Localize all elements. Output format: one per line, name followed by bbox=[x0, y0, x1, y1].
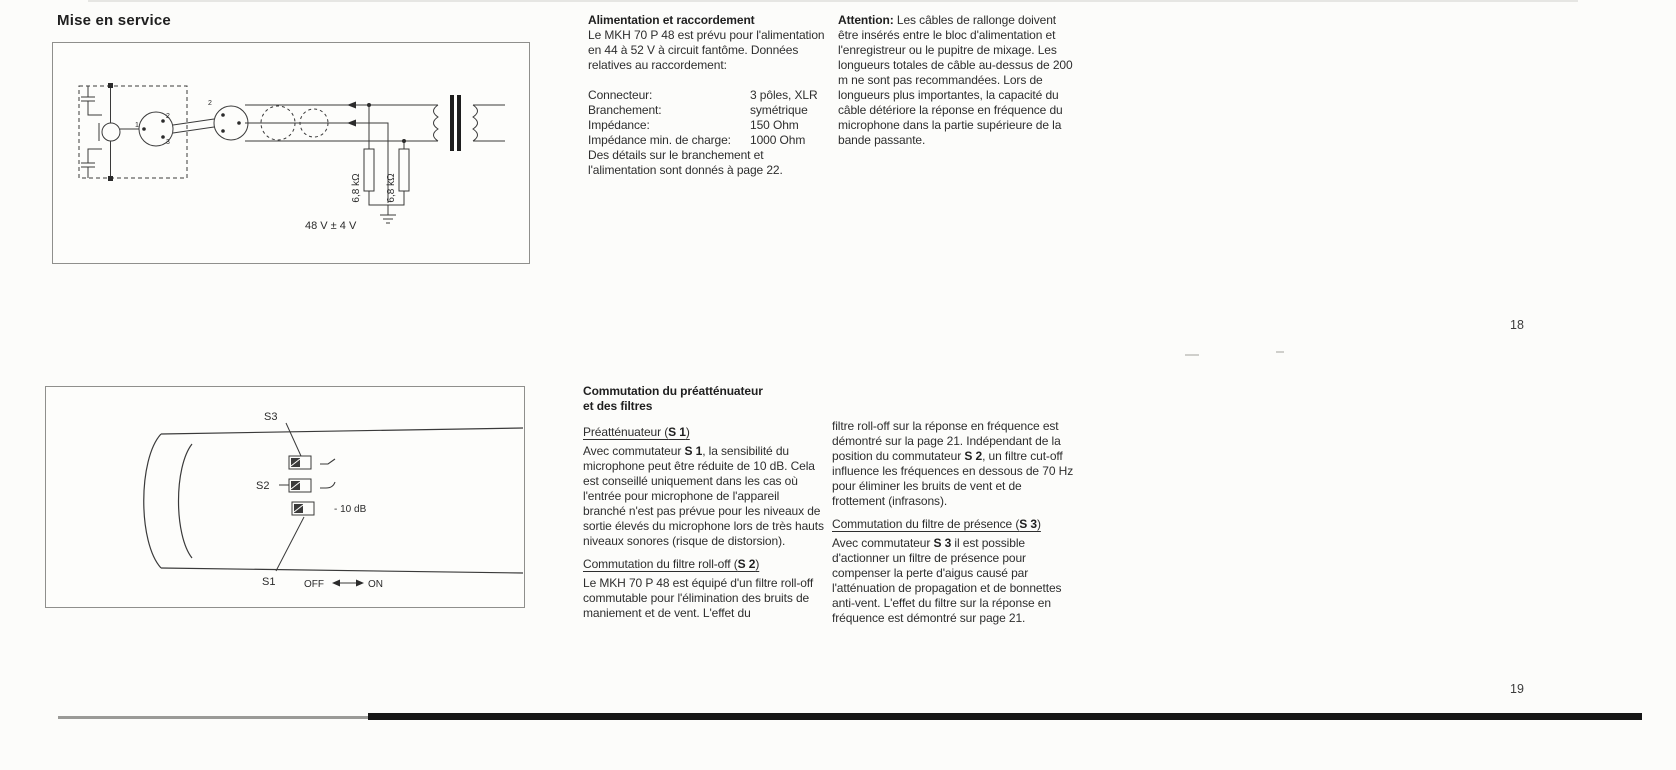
switch-labels bbox=[256, 411, 383, 590]
spec-row-min-load bbox=[588, 133, 830, 148]
circuit-labels bbox=[135, 100, 397, 232]
attention-label: Attention: bbox=[838, 13, 894, 27]
attention-text: Les câbles de rallonge doivent être insérés entre le bloc d'alimentation et l'enregistreur ou le pupitre de mixage. Les longueurs totales de câble au-dessus de 200 m ne sont pas recommandées. Lors de longueurs plus importantes, la capacité du câble détériore la réponse en fréquence du microphone dans la partie supérieure de la bande passante. bbox=[838, 13, 1073, 147]
scan-top-edge bbox=[88, 0, 1578, 2]
microphone-block bbox=[79, 83, 187, 181]
microphone-body-outline bbox=[144, 428, 523, 573]
circuit-schematic-svg bbox=[53, 43, 531, 265]
spec-row-impedance bbox=[588, 118, 830, 133]
page-number-19: 19 bbox=[1510, 682, 1524, 696]
filters-heading-block bbox=[583, 384, 833, 414]
rolloff-subheading: Commutation du filtre roll-off (S 2) bbox=[583, 557, 760, 571]
attention-paragraph bbox=[838, 13, 1078, 148]
xlr-pin2-label: 2 bbox=[166, 113, 170, 120]
circuit-diagram-figure bbox=[52, 42, 530, 264]
spec-row-connector bbox=[588, 88, 830, 103]
s1-label: S1 bbox=[262, 576, 276, 588]
switch-diagram-svg bbox=[46, 387, 526, 609]
connector-pin2-label: 2 bbox=[208, 100, 212, 107]
scan-bottom-edge bbox=[368, 713, 1642, 720]
spec-label: Connecteur: bbox=[588, 88, 653, 102]
spec-label: Impédance: bbox=[588, 118, 650, 132]
filters-heading-line2: et des filtres bbox=[583, 399, 653, 413]
switch-function-glyphs bbox=[320, 459, 335, 488]
presence-paragraph: Avec commutateur S 3 il est possible d'actionner un filtre de présence pour compenser la perte d'aigus causé par l'atténuation de propagation et de bonnettes anti-vent. L'effet du filtre sur la réponse en fréquence est démontré sur page 21. bbox=[832, 536, 1062, 625]
page-title: Mise en service bbox=[57, 12, 171, 29]
power-note: Des détails sur le branchement et l'alimentation sont donnés à page 22. bbox=[588, 148, 783, 177]
filters-column-right bbox=[832, 419, 1074, 626]
spec-label: Branchement: bbox=[588, 103, 662, 117]
power-section bbox=[588, 13, 830, 178]
spec-value: 150 Ohm bbox=[750, 118, 799, 132]
xlr-pin1-label: 1 bbox=[135, 122, 139, 129]
transformer-block bbox=[434, 95, 506, 151]
spec-table bbox=[588, 88, 830, 148]
page-number-18: 18 bbox=[1510, 318, 1524, 332]
filters-heading-line1: Commutation du préatténuateur bbox=[583, 384, 763, 398]
on-label: ON bbox=[368, 579, 383, 590]
scan-artifact bbox=[1185, 354, 1199, 356]
attenuation-label: - 10 dB bbox=[334, 504, 367, 515]
phantom-voltage-label: 48 V ± 4 V bbox=[305, 220, 357, 232]
supply-wiring-block bbox=[245, 102, 438, 224]
resistor-right-label: 6,8 kΩ bbox=[386, 173, 397, 203]
spec-row-wiring bbox=[588, 103, 830, 118]
spec-label: Impédance min. de charge: bbox=[588, 133, 731, 147]
resistor-left-label: 6,8 kΩ bbox=[351, 173, 362, 203]
power-intro: Le MKH 70 P 48 est prévu pour l'alimentation en 44 à 52 V à circuit fantôme. Données relatives au raccordement: bbox=[588, 28, 825, 72]
spec-value: 3 pôles, XLR bbox=[750, 88, 818, 102]
scan-artifact bbox=[1276, 351, 1284, 353]
xlr-pin3-label: 3 bbox=[166, 139, 170, 146]
rolloff-paragraph: Le MKH 70 P 48 est équipé d'un filtre roll-off commutable pour l'élimination des bruits de maniement et de vent. L'effet du bbox=[583, 576, 814, 620]
off-label: OFF bbox=[304, 579, 324, 590]
spec-value: 1000 Ohm bbox=[750, 133, 806, 147]
filters-column-left bbox=[583, 417, 825, 621]
presence-subheading: Commutation du filtre de présence (S 3) bbox=[832, 517, 1041, 531]
switch-cutouts bbox=[289, 456, 314, 515]
s3-label: S3 bbox=[264, 411, 278, 423]
preattenuator-subheading: Préatténuateur (S 1) bbox=[583, 425, 690, 439]
spec-value: symétrique bbox=[750, 103, 808, 117]
power-heading: Alimentation et raccordement bbox=[588, 13, 755, 27]
scan-bottom-edge-light bbox=[58, 716, 368, 719]
switch-panel-figure bbox=[45, 386, 525, 608]
attention-section bbox=[838, 13, 1078, 148]
filters-heading bbox=[583, 384, 833, 414]
s2-label: S2 bbox=[256, 480, 270, 492]
rolloff-continuation-paragraph: filtre roll-off sur la réponse en fréquence est démontré sur la page 21. Indépendant de la position du commutateur S 2, un filtre cut-off influence les fréquences en dessous de 70 Hz pour éliminer les bruits de vent et de frottement (infrasons). bbox=[832, 419, 1074, 508]
preattenuator-paragraph: Avec commutateur S 1, la sensibilité du microphone peut être réduite de 10 dB. Cela est conseillé uniquement dans les cas où l'entrée pour microphone de l'appareil branché n'est pas prévue pour les niveaux de sortie élevés du microphone lors de très hauts niveaux sonores (risque de distorsion). bbox=[583, 444, 824, 548]
